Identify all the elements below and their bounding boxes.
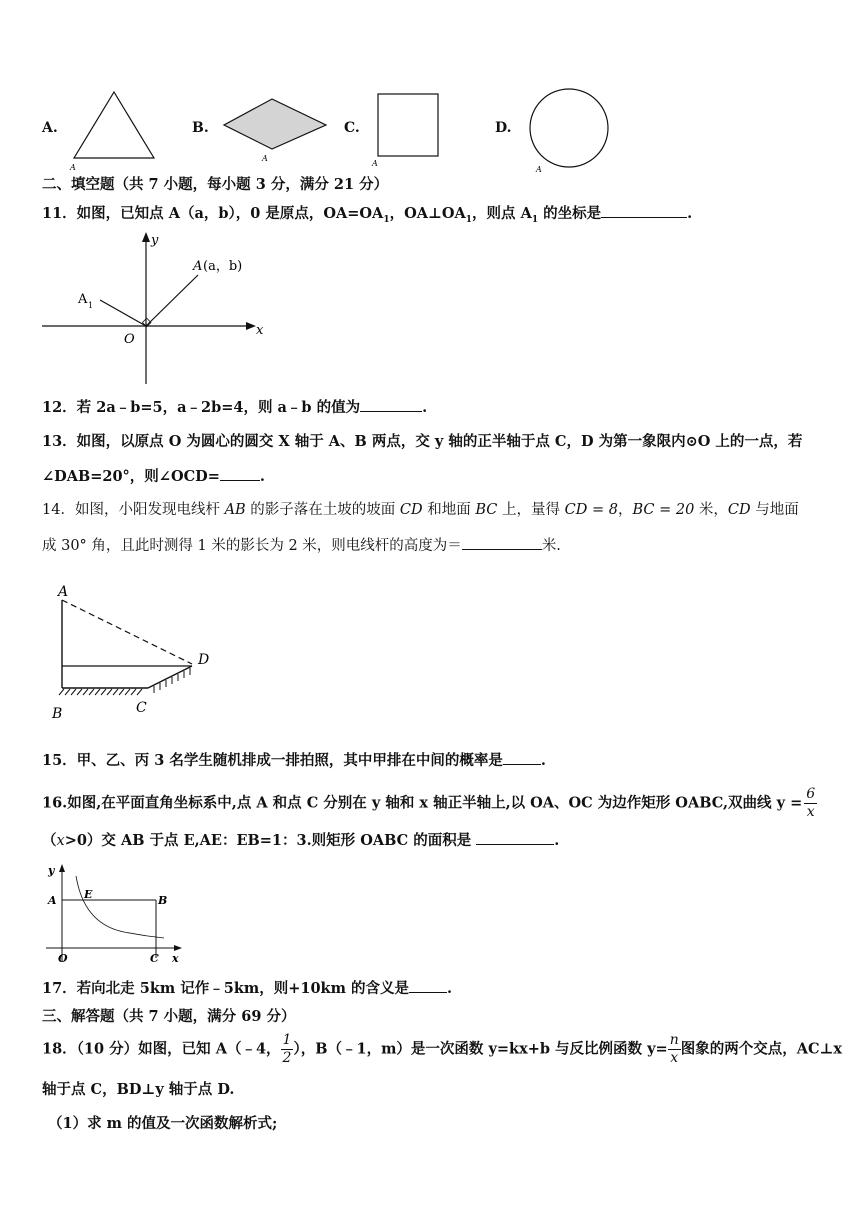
svg-text:y: y [48, 864, 55, 877]
option-b-label: B. [192, 120, 209, 136]
answer-blank-16[interactable] [476, 830, 554, 845]
option-a-label: A. [42, 120, 58, 136]
question-12: 12．若 2a﹣b=5，a﹣2b=4，则 a﹣b 的值为 . [42, 399, 428, 416]
square-corner-label: A [372, 159, 378, 168]
answer-blank-11[interactable] [601, 203, 687, 218]
question-18-part-1: （1）求 m 的值及一次函数解析式; [48, 1115, 278, 1132]
rhombus-figure [220, 95, 332, 165]
svg-text:O: O [58, 952, 68, 965]
question-14-line-1: 14．如图，小阳发现电线杆 AB 的影子落在土坡的坡面 CD 和地面 BC 上，量得 CD = 8，BC = 20 米，CD 与地面 [42, 502, 799, 518]
question-18-line-2: 轴于点 C，BD⊥y 轴于点 D. [42, 1081, 235, 1098]
svg-text:B: B [158, 894, 168, 907]
section-3-header: 三、解答题（共 7 小题，满分 69 分） [42, 1008, 296, 1025]
option-c-label: C. [344, 120, 360, 136]
question-16-line-2: （x>0）交 AB 于点 E,AE：EB=1：3.则矩形 OABC 的面积是 . [42, 832, 560, 849]
q16-figure [44, 862, 190, 966]
q18-fraction-n-over-x: $\frac{n}{x}$ [669, 1032, 679, 1066]
question-13-line-2: ∠DAB=20°，则∠OCD= . [42, 468, 265, 485]
svg-text:x: x [256, 323, 264, 338]
answer-blank-15[interactable] [503, 750, 541, 765]
svg-text:y: y [151, 233, 159, 248]
option-d-label: D. [495, 120, 512, 136]
svg-text:A: A [58, 584, 69, 600]
question-18-line-1: 18．（10 分）如图，已知 A（﹣4， $\frac{1}{2}$ ），B（﹣1，m）是一次函数 y=kx+b 与反比例函数 y= $\frac{n}{x}$ 图象的两个交点，AC⊥x [42, 1032, 843, 1066]
question-14-line-2: 成 30° 角，且此时测得 1 米的影长为 2 米，则电线杆的高度为＝ 米. [42, 535, 561, 556]
svg-text:(a，b): (a，b) [203, 259, 243, 274]
answer-blank-17[interactable] [409, 978, 447, 993]
q16-fraction: $\frac{6}{x}$ [806, 786, 816, 820]
triangle-figure [68, 88, 160, 174]
svg-text:O: O [124, 332, 135, 347]
svg-text:A: A [78, 292, 88, 307]
svg-text:C: C [136, 700, 147, 716]
square-figure [370, 90, 446, 170]
svg-text:A: A [193, 259, 203, 274]
triangle-corner-label: A [70, 163, 76, 172]
answer-blank-12[interactable] [360, 397, 422, 412]
svg-text:C: C [150, 952, 159, 965]
svg-text:1: 1 [88, 301, 94, 310]
circle-corner-label: A [536, 165, 542, 174]
svg-text:E: E [84, 888, 93, 901]
answer-blank-13[interactable] [220, 466, 260, 481]
q14-figure [50, 580, 230, 720]
answer-blank-14[interactable] [462, 535, 542, 550]
question-13-line-1: 13．如图，以原点 O 为圆心的圆交 X 轴于 A、B 两点，交 y 轴的正半轴于点 C，D 为第一象限内⊙O 上的一点，若 [42, 433, 803, 450]
svg-text:x: x [172, 952, 179, 965]
svg-text:B: B [52, 706, 63, 720]
svg-text:D: D [198, 652, 210, 668]
question-11: 11．如图，已知点 A（a，b），0 是原点，$OA=OA_1$，$OA\perp OA_1$，则点 $A_1$ 的坐标是 . [42, 205, 693, 225]
section-2-header: 二、填空题（共 7 小题，每小题 3 分，满分 21 分） [42, 176, 389, 193]
svg-text:A: A [48, 894, 57, 907]
question-16-line-1: 16.如图,在平面直角坐标系中,点 A 和点 C 分别在 y 轴和 x 轴正半轴上,以 OA、OC 为边作矩形 OABC,双曲线 y = $\frac{6}{x}$ [42, 786, 816, 820]
rhombus-corner-label: A [262, 154, 268, 163]
question-17: 17．若向北走 5km 记作﹣5km，则+10km 的含义是 . [42, 980, 453, 997]
circle-figure [528, 84, 616, 176]
q11-figure [38, 230, 278, 388]
question-15: 15．甲、乙、丙 3 名学生随机排成一排拍照，其中甲排在中间的概率是 . [42, 752, 546, 769]
q18-fraction-half: $\frac{1}{2}$ [282, 1032, 292, 1066]
